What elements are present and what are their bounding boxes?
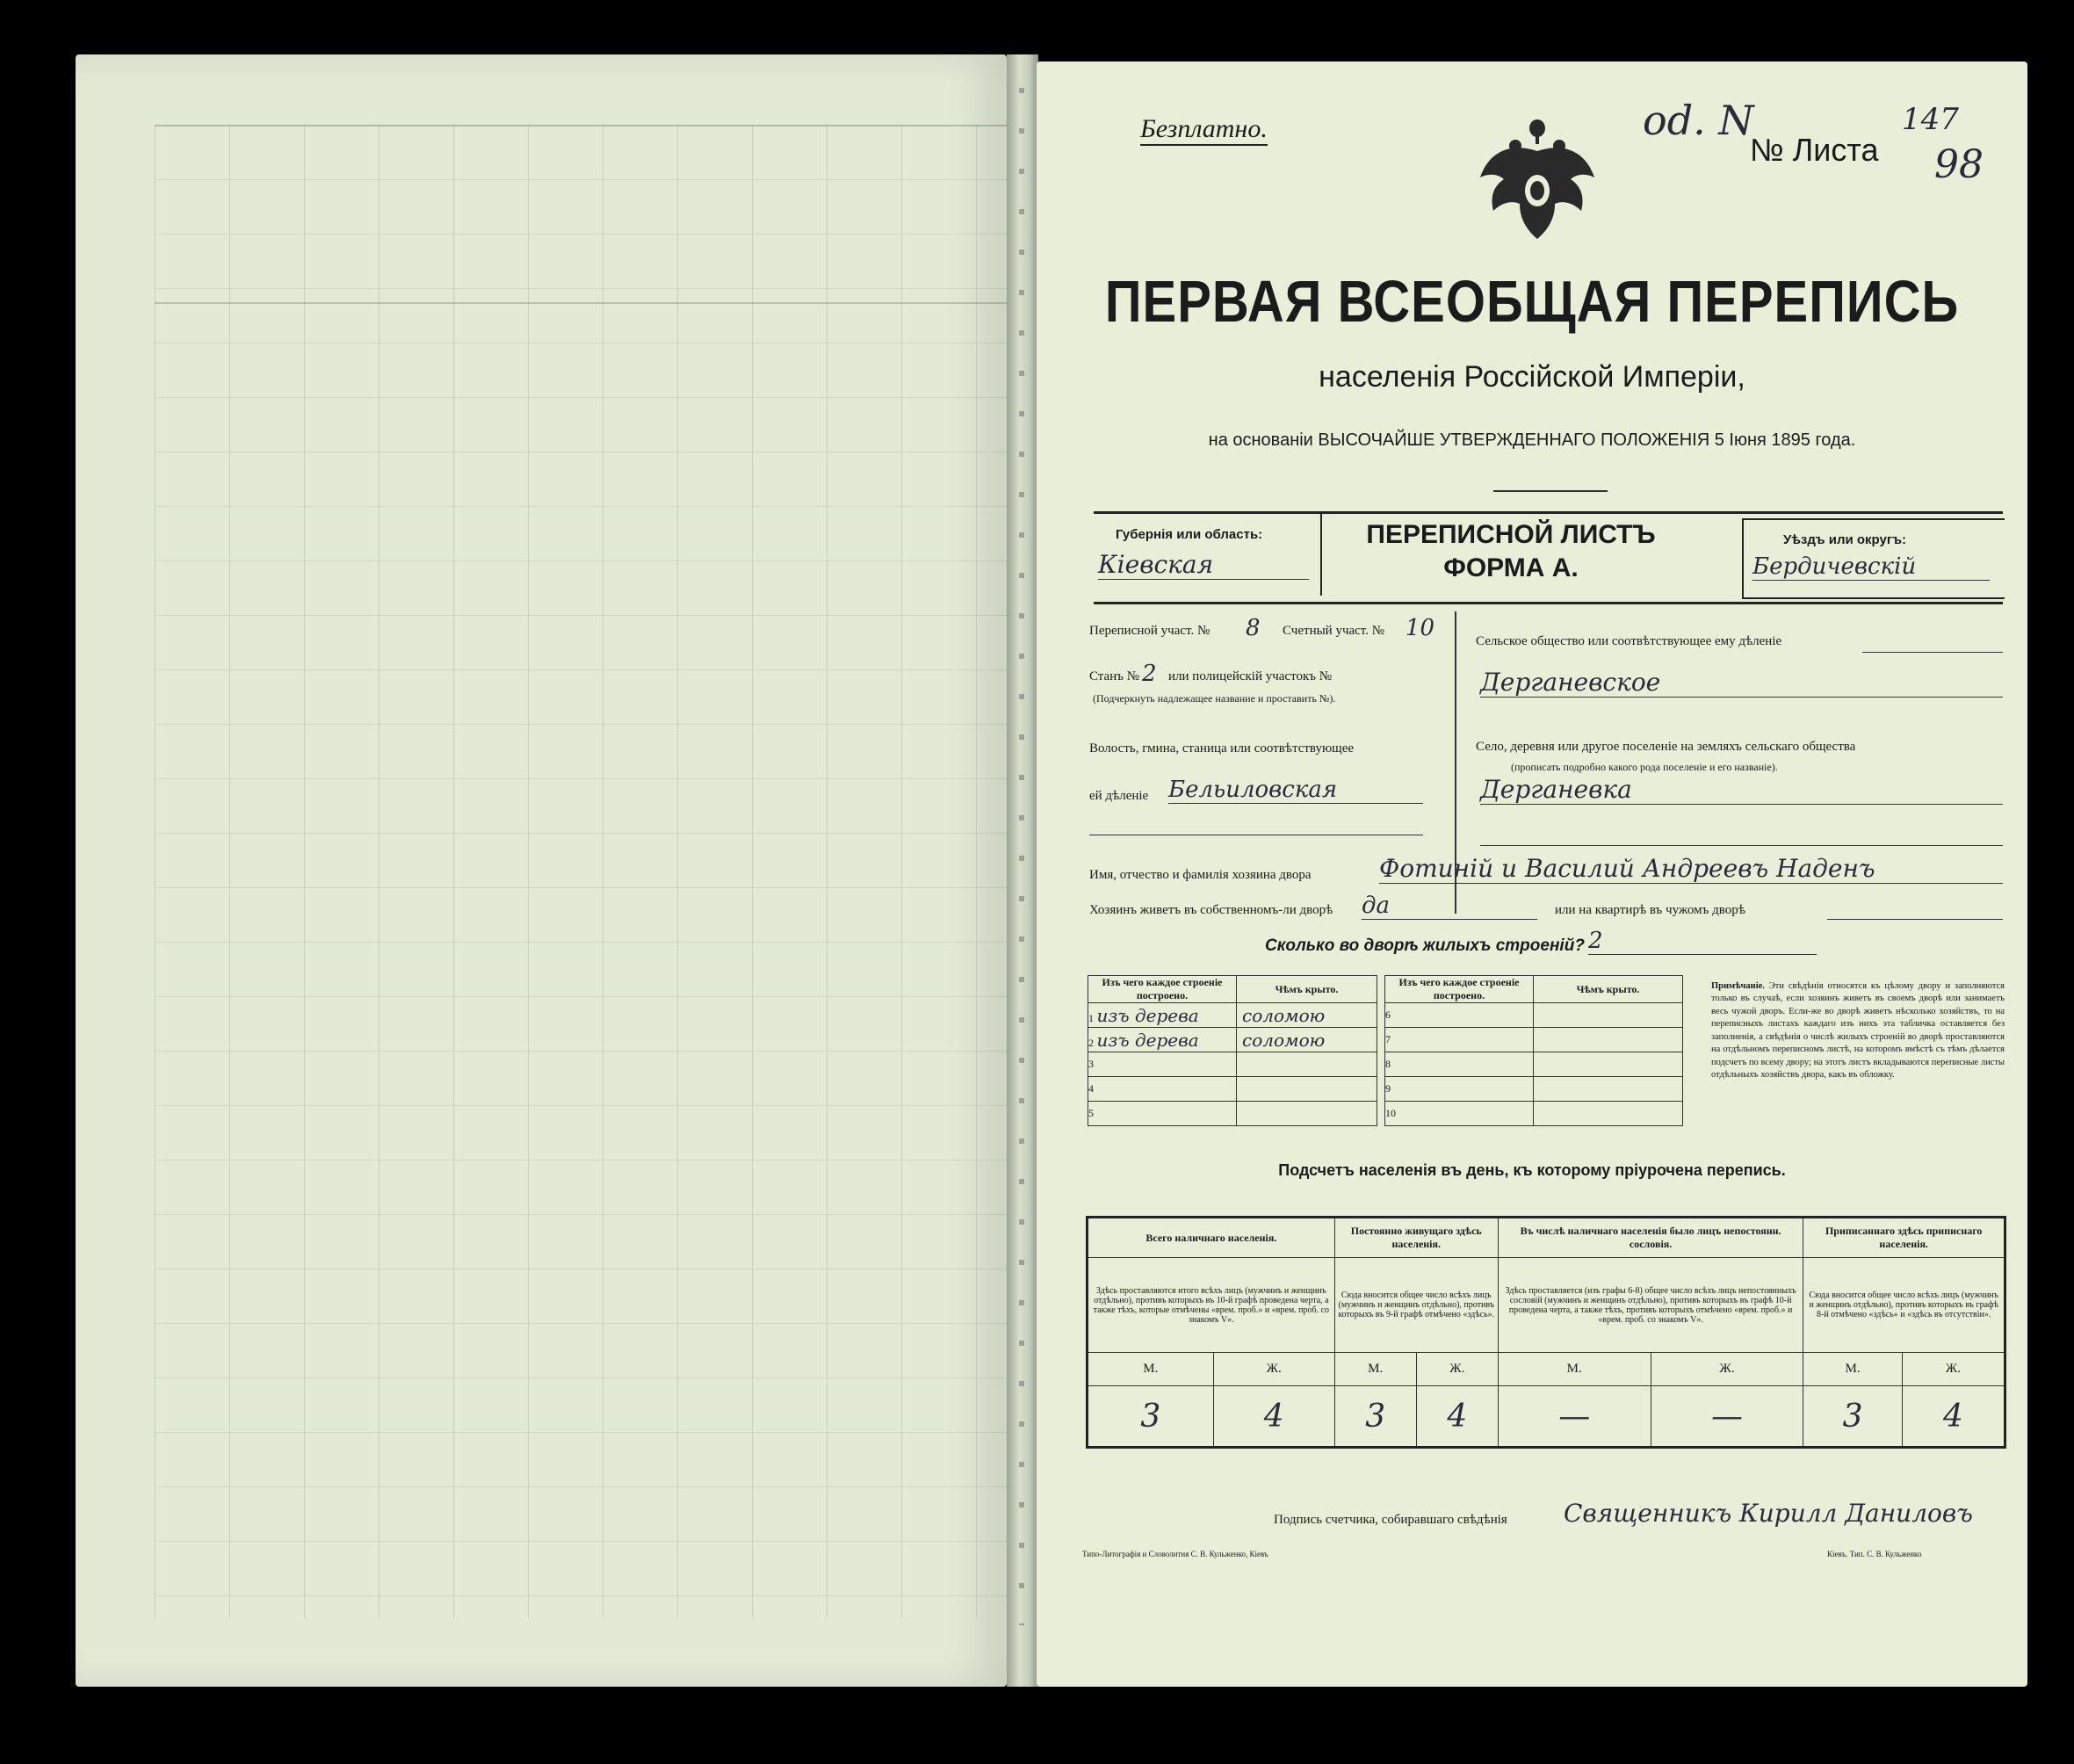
table-row — [1088, 1386, 2005, 1448]
table-row: 3 — [1088, 1052, 1377, 1077]
police-label: или полицейскій участокъ № — [1168, 669, 1333, 683]
sheet-number-top: 147 — [1902, 102, 1959, 137]
village-value: Дерганевка — [1480, 775, 2003, 805]
registered-male-count: 3 — [1803, 1386, 1902, 1448]
residence-alt-line — [1827, 919, 2003, 920]
free-label: Безплатно. — [1140, 114, 1268, 146]
society-label: Сельское общество или соотвѣтствующее ему дѣленіе — [1476, 634, 1782, 648]
roof-header-2: Чѣмъ крыто. — [1534, 976, 1683, 1003]
col-m: М. — [1498, 1353, 1651, 1386]
village-extra-line — [1480, 845, 2003, 846]
province-label: Губернія или область: — [1116, 527, 1263, 542]
table-row: 9 — [1385, 1077, 1683, 1102]
count-section-value: 10 — [1406, 615, 1435, 641]
group-title-total: Всего наличнаго населенія. — [1088, 1218, 1335, 1258]
province-value: Кіевская — [1098, 550, 1309, 580]
group-title-permanent: Постоянно живущаго здѣсь населенія. — [1334, 1218, 1498, 1258]
table-row: 2 изъ дерева соломою — [1088, 1028, 1377, 1052]
census-title: ПЕРВАЯ ВСЕОБЩАЯ ПЕРЕПИСЬ — [1104, 269, 1960, 335]
ornament-divider — [1493, 490, 1608, 492]
stan-note: (Подчеркнуть надлежащее название и проставить №). — [1093, 692, 1336, 705]
stan-value: 2 — [1142, 661, 1157, 687]
group-desc-nonpermanent: Здѣсь проставляется (изъ графы 6-8) общее число всѣхъ лицъ непостоянныхъ сословій (мужчинъ и женщинъ отдѣльно), противъ которыхъ въ графѣ 10-й проведена черта, а также тѣхъ, противъ которыхъ отмѣчено «врем. проб.» и «врем. проб. со знакомъ V». — [1498, 1258, 1803, 1353]
roof-cell: соломою — [1237, 1003, 1377, 1028]
volost-label-2: ей дѣленіе — [1089, 789, 1149, 803]
printer-imprint-right: Кіевъ. Тип. С. В. Кульженко — [1827, 1550, 1922, 1558]
total-female-count: 4 — [1213, 1386, 1334, 1448]
village-note: (прописать подробно какого рода поселеніе и его названіе). — [1511, 761, 1778, 773]
group-desc-permanent: Сюда вносится общее число всѣхъ лицъ (мужчинъ и женщинъ отдѣльно), противъ которыхъ въ 9-й графѣ отмѣчено «здѣсь». — [1334, 1258, 1498, 1353]
table-row: 8 — [1385, 1052, 1683, 1077]
group-desc-total: Здѣсь проставляются итого всѣхъ лицъ (мужчинъ и женщинъ отдѣльно), противъ которыхъ въ 10-й графѣ проведена черта, а также тѣхъ, которые отмѣчены «врем. проб.» и «врем. проб. со знакомъ V». — [1088, 1258, 1335, 1353]
col-f: Ж. — [1902, 1353, 2005, 1386]
stan-label: Станъ № — [1089, 669, 1140, 683]
roof-cell: соломою — [1237, 1028, 1377, 1052]
buildings-note — [1711, 980, 2005, 1082]
form-title-line2: ФОРМА А. — [1443, 553, 1579, 582]
district-value: Бердичевскій — [1752, 553, 1990, 581]
left-page-faint-grid — [155, 125, 1007, 1618]
permanent-male-count: 3 — [1334, 1386, 1416, 1448]
permanent-female-count: 4 — [1416, 1386, 1498, 1448]
group-desc-registered: Сюда вносится общее число всѣхъ лицъ (мужчинъ и женщинъ отдѣльно), противъ которыхъ въ графѣ 8-й отмѣчено «здѣсь» и «здѣсь въ отсутствіи». — [1803, 1258, 2005, 1353]
col-f: Ж. — [1416, 1353, 1498, 1386]
left-page-header-box — [155, 125, 1007, 304]
society-value: Дерганевское — [1480, 668, 2003, 698]
signature-label: Подпись счетчика, собиравшаго свѣдѣнія — [1274, 1513, 1507, 1527]
owner-label: Имя, отчество и фамилія хозяина двора — [1089, 868, 1312, 882]
enumerator-signature: Священникъ Кирилл Даниловъ — [1564, 1499, 1973, 1528]
population-heading: Подсчетъ населенія въ день, къ которому пріурочена перепись. — [1278, 1161, 1786, 1179]
census-form-page — [1037, 61, 2027, 1687]
form-title-line1: ПЕРЕПИСНОЙ ЛИСТЪ — [1366, 520, 1656, 549]
material-cell: изъ дерева — [1096, 1004, 1199, 1026]
residence-value: да — [1362, 893, 1537, 920]
col-f: Ж. — [1651, 1353, 1803, 1386]
material-header: Изъ чего каждое строеніе построено. — [1088, 976, 1237, 1003]
printer-imprint-left: Типо-Литографія и Словолитня С. В. Кульженко, Кіевъ — [1082, 1550, 1268, 1558]
left-page — [76, 54, 1007, 1687]
nonpermanent-male-count: — — [1498, 1386, 1651, 1448]
material-header-2: Изъ чего каждое строеніе построено. — [1385, 976, 1534, 1003]
buildings-count: 2 — [1588, 928, 1817, 955]
buildings-table-right — [1384, 975, 1683, 1126]
col-f: Ж. — [1213, 1353, 1334, 1386]
population-table — [1086, 1216, 2006, 1449]
col-m: М. — [1803, 1353, 1902, 1386]
total-male-count: 3 — [1088, 1386, 1214, 1448]
residence-alt-label: или на квартирѣ въ чужомъ дворѣ — [1555, 903, 1745, 917]
district-label: Уѣздъ или округъ: — [1783, 532, 1907, 547]
village-label: Село, деревня или другое поселеніе на земляхъ сельскаго общества — [1476, 740, 1856, 754]
society-line-1 — [1862, 652, 2003, 653]
group-title-nonpermanent: Въ числѣ наличнаго населенія было лицъ непостоянн. сословія. — [1498, 1218, 1803, 1258]
census-section-value: 8 — [1246, 615, 1261, 641]
table-row: 10 — [1385, 1102, 1683, 1126]
note-title: Примѣчаніе. — [1711, 981, 1765, 991]
volost-value: Бельиловская — [1168, 777, 1423, 804]
group-title-registered: Приписаннаго здѣсь приписнаго населенія. — [1803, 1218, 2005, 1258]
table-row: 5 — [1088, 1102, 1377, 1126]
col-m: М. — [1334, 1353, 1416, 1386]
registered-female-count: 4 — [1902, 1386, 2005, 1448]
double-headed-eagle-emblem — [1467, 116, 1608, 248]
spine-stitching — [1019, 88, 1024, 1625]
census-basis: на основаніи ВЫСОЧАЙШЕ УТВЕРЖДЕННАГО ПОЛОЖЕНІЯ 5 Іюня 1895 года. — [1208, 430, 1856, 450]
census-subtitle: населенія Россійской Имперіи, — [1319, 360, 1745, 394]
sheet-number-handwritten: 98 — [1934, 142, 1984, 187]
table-row: 4 — [1088, 1077, 1377, 1102]
table-row: 6 — [1385, 1003, 1683, 1028]
residence-label: Хозяинъ живетъ въ собственномъ-ли дворѣ — [1089, 903, 1333, 917]
buildings-table-left — [1088, 975, 1377, 1126]
volost-label: Волость, гмина, станица или соотвѣтствующее — [1089, 741, 1355, 755]
census-section-label: Переписной участ. № — [1089, 624, 1210, 638]
material-cell: изъ дерева — [1096, 1029, 1199, 1051]
buildings-question: Сколько во дворѣ жилыхъ строеній? — [1265, 936, 1585, 955]
table-row: 1 изъ дерева соломою — [1088, 1003, 1377, 1028]
table-row: 7 — [1385, 1028, 1683, 1052]
count-section-label: Счетный участ. № — [1283, 624, 1385, 638]
sheet-number-label: № Листа — [1750, 132, 1879, 168]
col-m: М. — [1088, 1353, 1214, 1386]
owner-value: Фотиній и Василий Андреевъ Наденъ — [1379, 854, 2003, 884]
roof-header: Чѣмъ крыто. — [1237, 976, 1377, 1003]
sheet-prefix-handwritten: od. N — [1643, 97, 1754, 144]
nonpermanent-female-count: — — [1651, 1386, 1803, 1448]
note-text: Эти свѣдѣнія относятся къ цѣлому двору и заполняются только въ случаѣ, если хозяинъ живетъ въ своемъ дворѣ или занимаетъ весь чужой дворъ. Если-же во дворѣ живетъ нѣсколько хозяйствъ, то на переписныхъ листахъ каждаго изъ нихъ эта табличка оставляется без заполненія, а свѣдѣнія о числѣ жилыхъ строеній во дворѣ проставляются на отдѣльномъ переписномъ листѣ, на которомъ вмѣстѣ съ тѣмъ дѣлается подсчетъ по всему двору; на этотъ листъ вкладываются переписные листы отдѣльныхъ хозяйствъ двора, какъ въ обложку. — [1711, 981, 2005, 1081]
